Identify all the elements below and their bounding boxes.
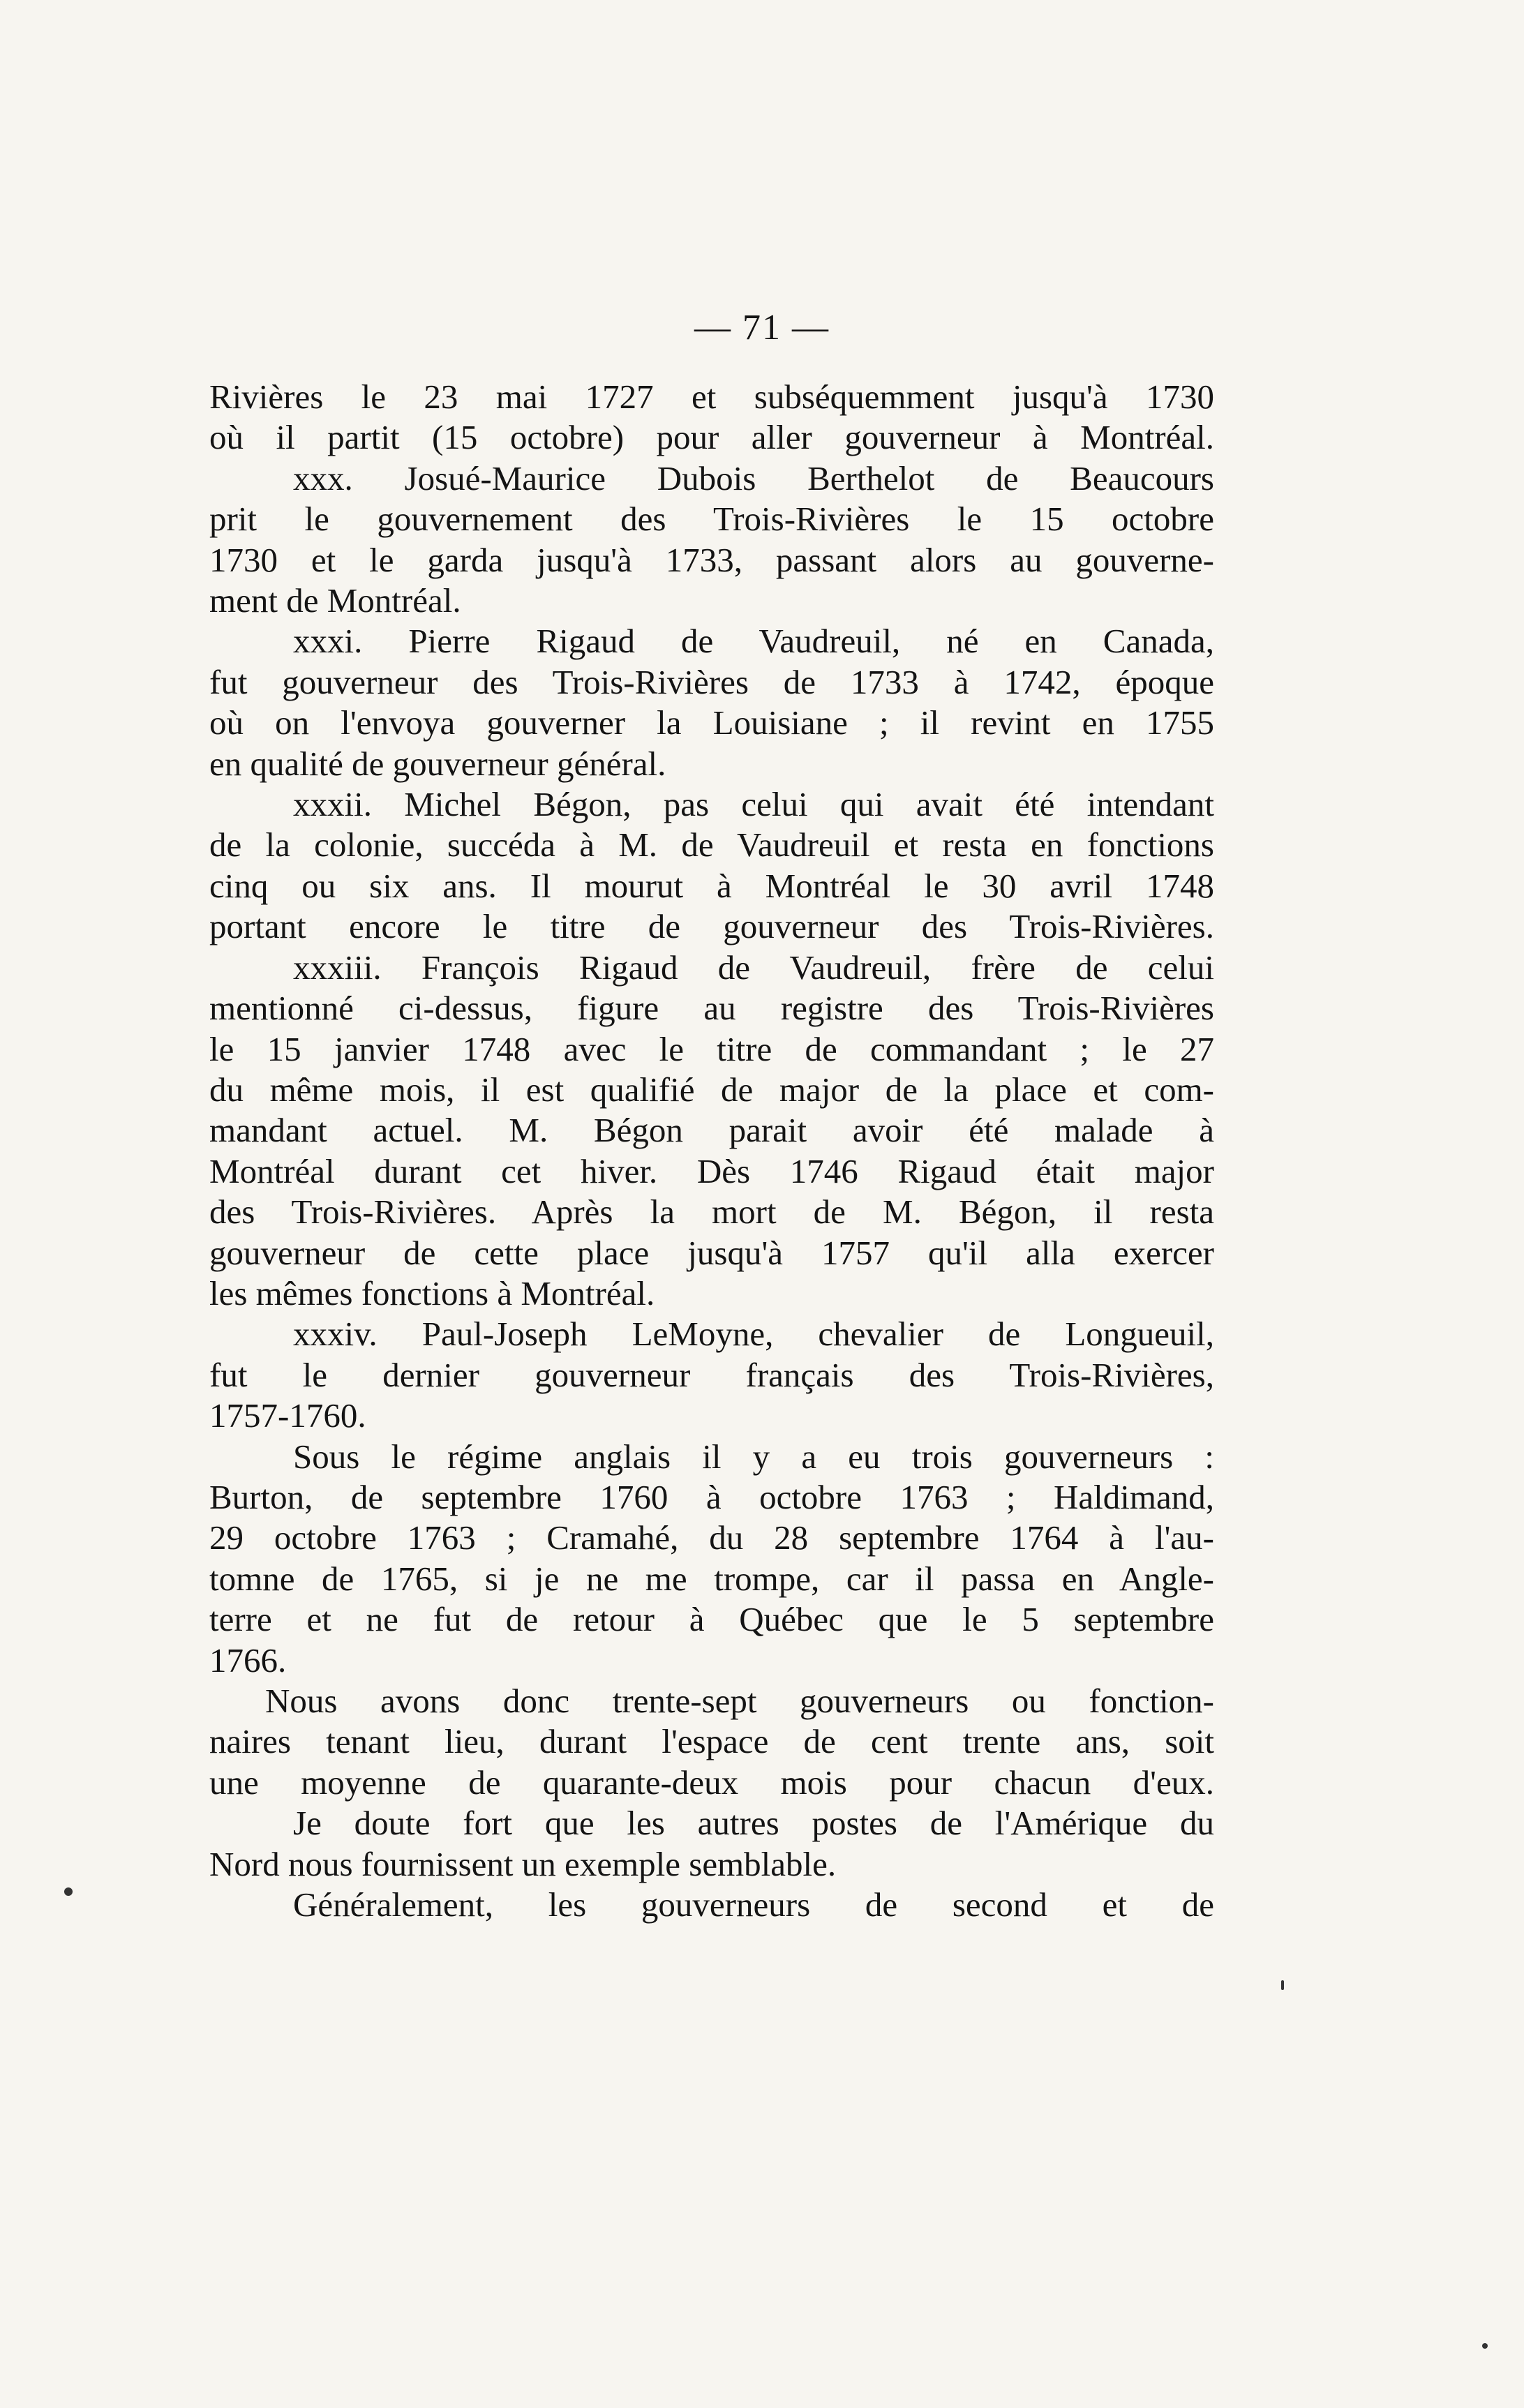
text-line: cinq ou six ans. Il mourut à Montréal le 30 avril 1748 (209, 866, 1214, 905)
text-line: Burton, de septembre 1760 à octobre 1763 ; Haldimand, (209, 1477, 1214, 1516)
text-line: terre et ne fut de retour à Québec que le 5 septembre (209, 1600, 1214, 1639)
text-line: xxxii. Michel Bégon, pas celui qui avait été intendant (293, 785, 1214, 824)
text-line: les mêmes fonctions à Montréal. (209, 1273, 655, 1313)
paper-speck (1482, 2343, 1488, 2349)
page-number: — 71 — (694, 308, 830, 347)
text-line: du même mois, il est qualifié de major de la place et com- (209, 1070, 1214, 1109)
text-line: xxxi. Pierre Rigaud de Vaudreuil, né en Canada, (293, 622, 1214, 661)
text-line: 1730 et le garda jusqu'à 1733, passant alors au gouverne- (209, 540, 1214, 579)
text-line: tomne de 1765, si je ne me trompe, car il passa en Angle- (209, 1559, 1214, 1598)
text-line: 1766. (209, 1640, 287, 1680)
text-line: Nord nous fournissent un exemple semblable. (209, 1844, 837, 1883)
text-line: où on l'envoya gouverner la Louisiane ; il revint en 1755 (209, 703, 1214, 742)
text-line: en qualité de gouverneur général. (209, 744, 666, 783)
paper-speck (1281, 1980, 1284, 1990)
text-line: Sous le régime anglais il y a eu trois gouverneurs : (293, 1437, 1214, 1476)
text-line: xxx. Josué-Maurice Dubois Berthelot de Beaucours (293, 458, 1214, 498)
text-line: naires tenant lieu, durant l'espace de cent trente ans, soit (209, 1722, 1214, 1761)
text-line: de la colonie, succéda à M. de Vaudreuil et resta en fonctions (209, 825, 1214, 865)
body-text (209, 377, 1214, 1925)
text-line: ment de Montréal. (209, 581, 461, 620)
text-line: Je doute fort que les autres postes de l'Amérique du (293, 1804, 1214, 1843)
text-line: le 15 janvier 1748 avec le titre de commandant ; le 27 (209, 1029, 1214, 1068)
text-line: fut le dernier gouverneur français des Trois-Rivières, (209, 1355, 1214, 1394)
text-line: où il partit (15 octobre) pour aller gouverneur à Montréal. (209, 418, 1214, 457)
text-line: mentionné ci-dessus, figure au registre des Trois-Rivières (209, 989, 1214, 1028)
paper-speck (64, 1887, 73, 1896)
text-line: 1757-1760. (209, 1396, 366, 1435)
text-line: xxxiv. Paul-Joseph LeMoyne, chevalier de Longueuil, (293, 1315, 1214, 1354)
text-line: fut gouverneur des Trois-Rivières de 1733 à 1742, époque (209, 662, 1214, 701)
text-line: gouverneur de cette place jusqu'à 1757 qu'il alla exercer (209, 1233, 1214, 1272)
text-line: des Trois-Rivières. Après la mort de M. Bégon, il resta (209, 1192, 1214, 1232)
text-line: une moyenne de quarante-deux mois pour chacun d'eux. (209, 1763, 1214, 1802)
text-line: portant encore le titre de gouverneur des Trois-Rivières. (209, 907, 1214, 946)
text-line: prit le gouvernement des Trois-Rivières le 15 octobre (209, 500, 1214, 539)
text-line: Généralement, les gouverneurs de second et de (293, 1885, 1214, 1924)
text-line: 29 octobre 1763 ; Cramahé, du 28 septembre 1764 à l'au- (209, 1518, 1214, 1557)
text-line: Nous avons donc trente-sept gouverneurs ou fonction- (265, 1682, 1214, 1720)
text-line: mandant actuel. M. Bégon parait avoir été malade à (209, 1111, 1214, 1150)
text-line: xxxiii. François Rigaud de Vaudreuil, frère de celui (293, 948, 1214, 987)
text-line: Rivières le 23 mai 1727 et subséquemment jusqu'à 1730 (209, 377, 1214, 416)
text-line: Montréal durant cet hiver. Dès 1746 Rigaud était major (209, 1151, 1214, 1190)
